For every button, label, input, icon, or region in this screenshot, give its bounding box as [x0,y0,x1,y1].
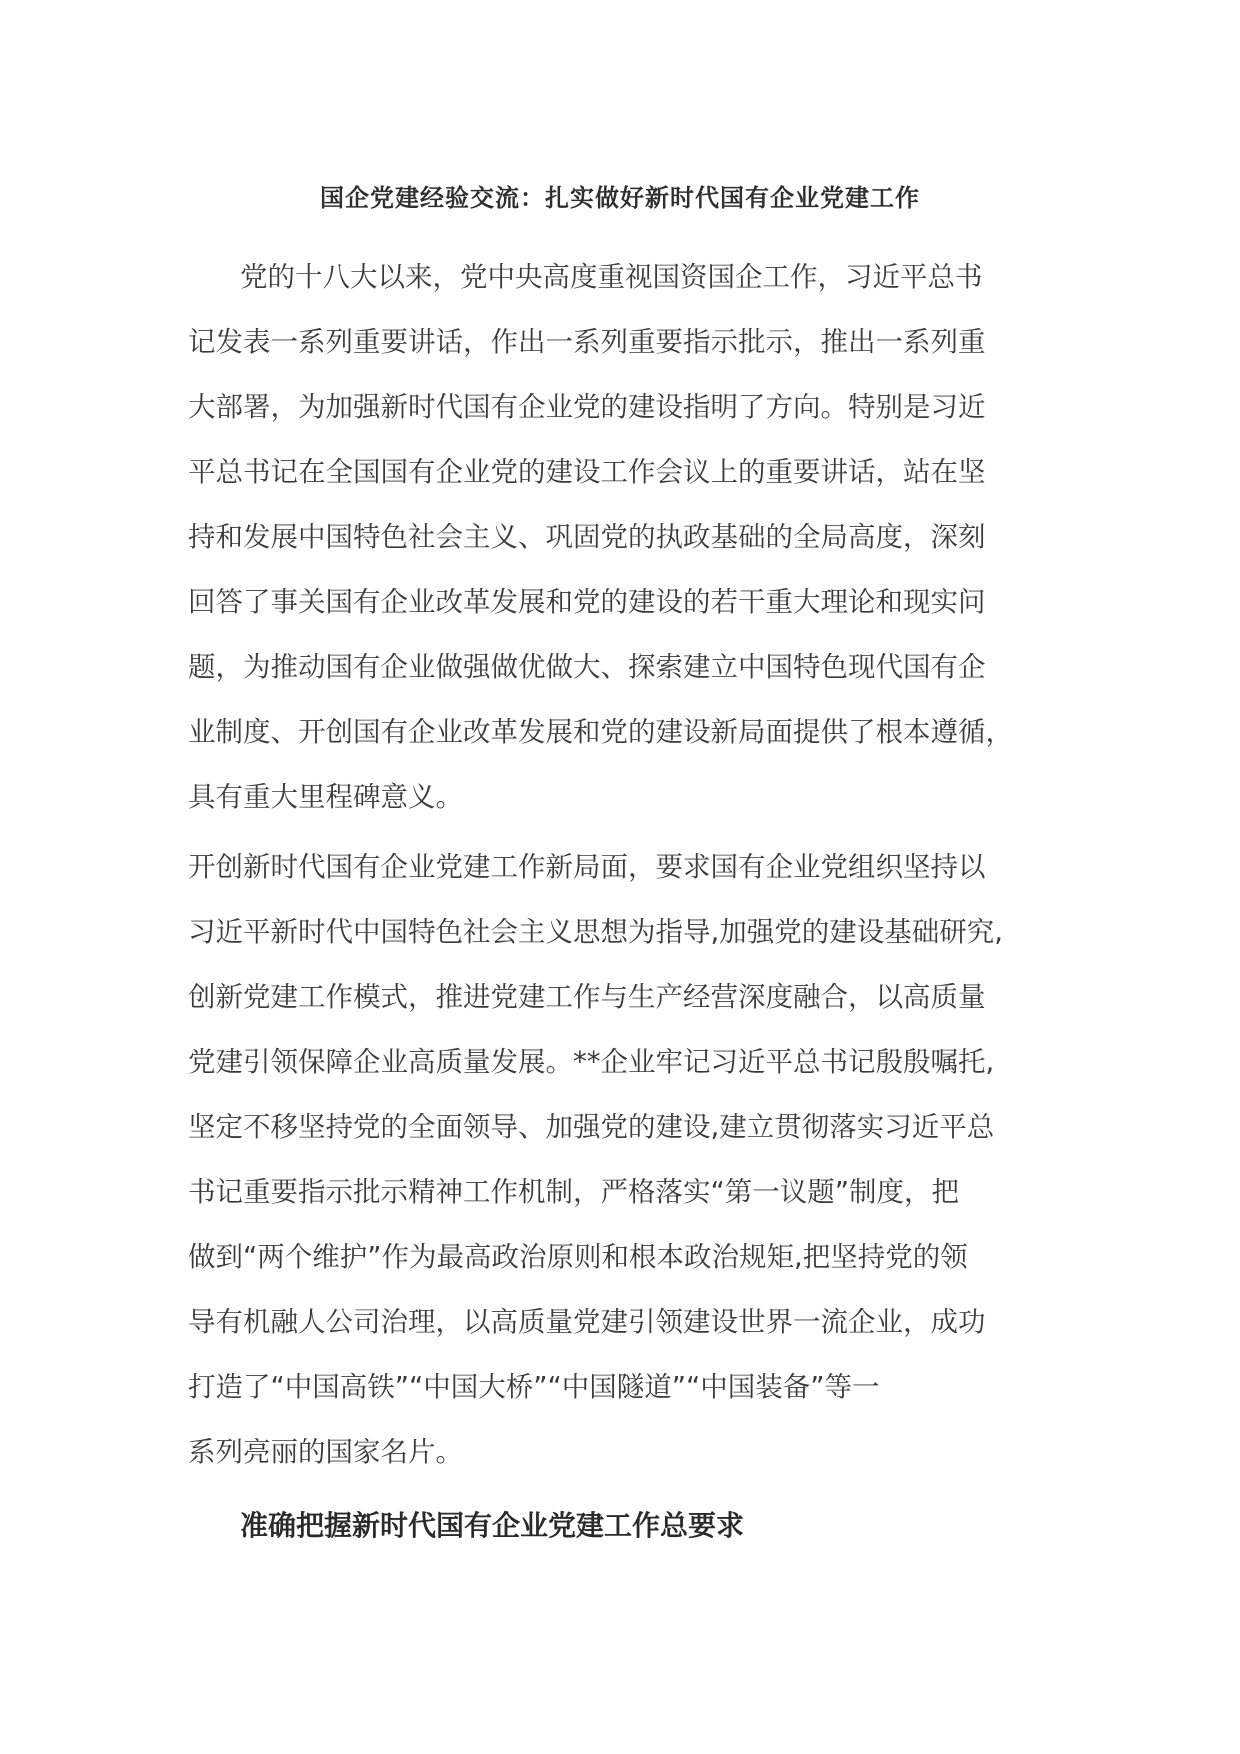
paragraph-line: 记发表一系列重要讲话，作出一系列重要指示批示，推出一系列重 [188,326,986,358]
paragraph-line: 书记重要指示批示精神工作机制，严格落实“第一议题”制度，把 [188,1176,959,1208]
paragraph-line: 习近平新时代中国特色社会主义思想为指导,加强党的建设基础研究, [188,916,1003,948]
paragraph-line: 做到“两个维护”作为最高政治原则和根本政治规矩,把坚持党的领 [188,1241,968,1273]
paragraph-line: 坚定不移坚持党的全面领导、加强党的建设,建立贯彻落实习近平总 [188,1111,995,1143]
paragraph-intro [188,245,1056,830]
paragraph-line: 平总书记在全国国有企业党的建设工作会议上的重要讲话，站在坚 [188,456,986,488]
paragraph-line: 系列亮丽的国家名片。 [188,1436,463,1468]
paragraph-line: 回答了事关国有企业改革发展和党的建设的若干重大理论和现实问 [188,586,986,618]
paragraph-line: 创新党建工作模式，推进党建工作与生产经营深度融合，以高质量 [188,981,986,1013]
paragraph-line: 党建引领保障企业高质量发展。**企业牢记习近平总书记殷殷嘱托, [188,1046,995,1078]
paragraph-line: 持和发展中国特色社会主义、巩固党的执政基础的全局高度，深刻 [188,521,986,553]
paragraph-line: 党的十八大以来，党中央高度重视国资国企工作，习近平总书 [240,261,983,293]
paragraph-line: 业制度、开创国有企业改革发展和党的建设新局面提供了根本遵循， [188,716,1013,748]
paragraph-main [188,835,1056,1485]
paragraph-line: 打造了“中国高铁”“中国大桥”“中国隧道”“中国装备”等一 [188,1371,880,1403]
paragraph-line: 题，为推动国有企业做强做优做大、探索建立中国特色现代国有企 [188,651,986,683]
paragraph-line: 开创新时代国有企业党建工作新局面，要求国有企业党组织坚持以 [188,851,986,883]
paragraph-line: 具有重大里程碑意义。 [188,781,463,813]
document-title: 国企党建经验交流：扎实做好新时代国有企业党建工作 [320,184,920,212]
paragraph-line: 大部署，为加强新时代国有企业党的建设指明了方向。特别是习近 [188,391,986,423]
section-heading: 准确把握新时代国有企业党建工作总要求 [240,1509,745,1542]
paragraph-line: 导有机融人公司治理，以高质量党建引领建设世界一流企业，成功 [188,1306,986,1338]
